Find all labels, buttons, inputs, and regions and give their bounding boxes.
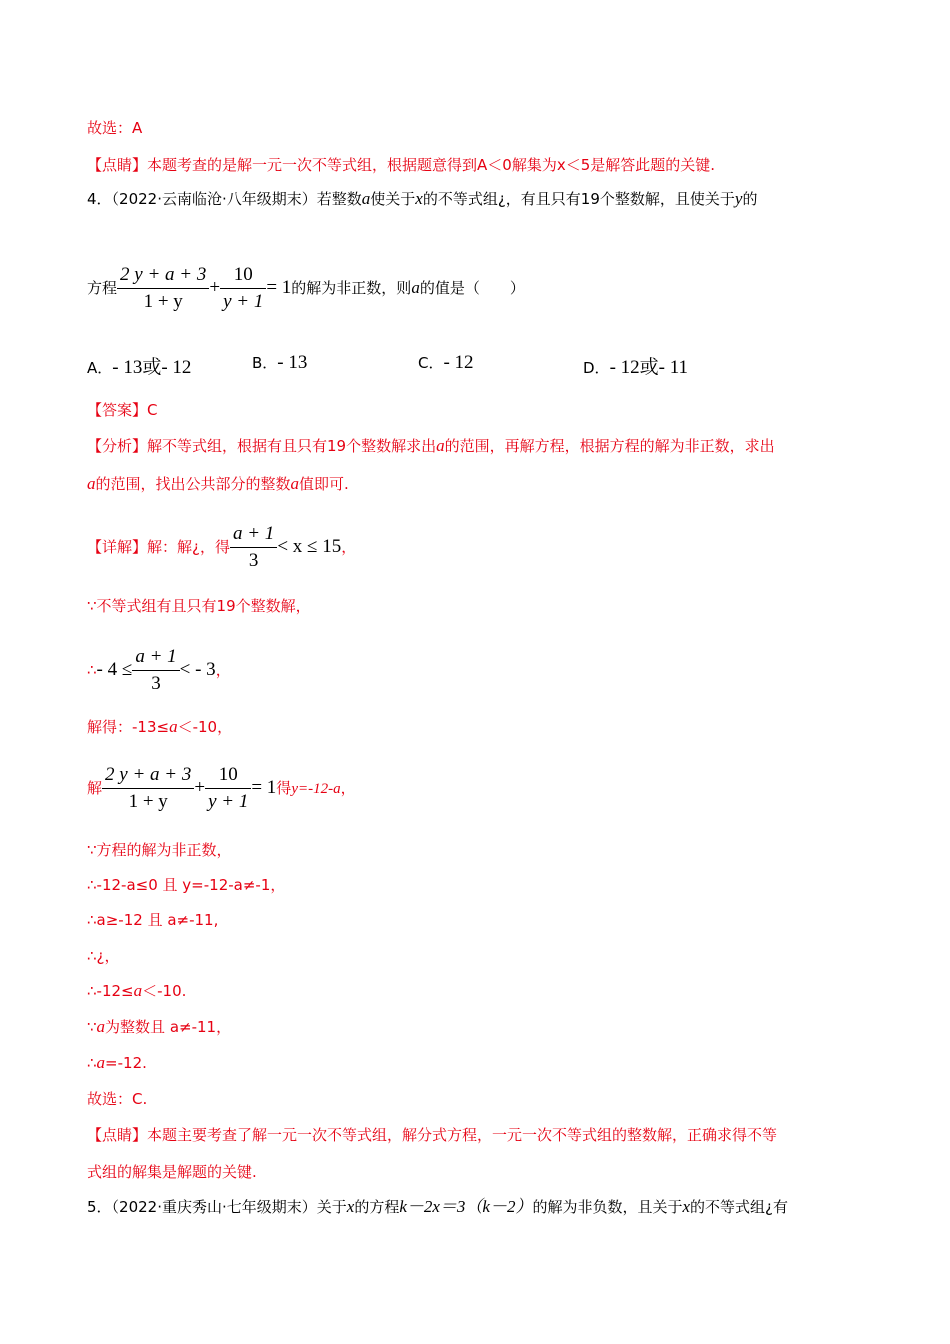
step-11-var-a: a [96,1053,106,1072]
step-10 [87,1017,231,1037]
q5-part-1: 5．（2022·重庆秀山·七年级期末）关于 [87,1198,347,1216]
question-5-stem [87,1197,788,1217]
analysis-tag: 【分析】 [87,437,148,455]
comment-2-tag: 【点睛】 [87,1126,148,1144]
q4-part-1: 4．（2022·云南临沧·八年级期末）若整数 [87,190,362,208]
step-8: ∴¿， [87,947,120,965]
option-d[interactable] [583,352,688,379]
step-3-text-2: ＜-10， [177,718,233,736]
step-4-get: 得 [276,779,292,797]
option-c[interactable] [418,352,474,374]
step-7: ∴a≥-12 且 a≠-11, [87,911,219,929]
option-c-letter: C． [418,354,444,372]
step-4-fraction-2 [205,762,251,815]
analysis-var-a: a [436,436,445,455]
step-4-denominator-2: y + 1 [208,791,249,812]
step-2-comma: ， [215,661,231,679]
equals-one: = 1 [266,277,292,298]
q4-var-x: x [415,189,423,208]
fraction-2-numerator: 10 [220,262,266,289]
step-2-right: < - 3 [179,659,216,680]
prev-comment-line [87,155,715,175]
q5-equation: k－2x＝3（k－2） [399,1197,533,1216]
analysis-line-2 [87,474,349,494]
question-4-equation-line [87,262,525,315]
step-11-text-2: =-12. [105,1054,147,1072]
comment-text: 本题考查的是解一元一次不等式组，根据题意得到A＜0解集为x＜5是解答此题的关键. [147,156,716,174]
step-2-denominator: 3 [151,673,161,694]
step-2 [87,644,231,697]
eq-var-a: a [411,278,420,297]
eq-suffix-2: 的值是（ ） [419,279,525,297]
fraction-2-denominator: y + 1 [223,291,264,312]
comment-tag: 【点睛】 [87,156,148,174]
step-9-text-2: ＜-10. [142,982,187,1000]
option-d-value: - 12或- 11 [609,357,689,378]
detail-fraction [230,521,277,574]
option-c-value: - 12 [443,352,474,373]
option-d-letter: D． [583,359,610,377]
eq-suffix: 的解为非正数，则 [291,279,412,297]
q4-var-y: y [734,189,743,208]
detail-fraction-denominator: 3 [248,550,259,571]
option-b[interactable] [252,352,307,374]
q5-var-x-2: x [682,1197,691,1216]
q5-part-2: 的方程 [354,1198,400,1216]
step-4-numerator-2: 10 [205,762,251,789]
analysis-var-a-3: a [290,474,300,493]
step-1: ∵不等式组有且只有19个整数解， [87,597,311,615]
option-a[interactable] [87,352,191,379]
answer-line: 【答案】C [87,401,158,419]
prev-answer-line: 故选：A [87,119,143,137]
option-a-letter: A． [87,359,113,377]
step-9-text-1: ∴-12≤ [87,982,134,1000]
step-3 [87,717,232,737]
step-3-var-a: a [169,717,178,736]
option-b-letter: B． [252,354,278,372]
question-4-stem [87,189,757,209]
analysis-text-1: 解不等式组，根据有且只有19个整数解求出 [147,437,437,455]
step-4-prefix: 解 [87,779,103,797]
step-2-left: - 4 ≤ [96,659,133,680]
step-4-numerator-1: 2 y + a + 3 [102,762,194,789]
detail-tag: 【详解】 [87,538,148,556]
detail-inequality: < x ≤ 15 [277,536,342,557]
comment-2-line-2: 式组的解集是解题的关键. [87,1163,257,1181]
step-4-solution: y=-12-a [291,781,341,797]
step-6: ∴-12-a≤0 且 y=-12-a≠-1， [87,876,286,894]
fraction-2 [220,262,266,315]
plus-sign: + [209,277,221,298]
detail-text: 解：解¿，得 [147,538,230,556]
step-10-text-2: 为整数且 a≠-11， [105,1018,232,1036]
option-a-value: - 13或- 12 [112,357,192,378]
step-4-denominator-1: 1 + y [128,791,168,812]
detail-line [87,521,356,574]
comment-2-line-1 [87,1125,777,1145]
step-9 [87,981,186,1001]
step-3-text-1: 解得：-13≤ [87,718,170,736]
q5-var-x: x [346,1197,355,1216]
step-5: ∵方程的解为非正数， [87,841,232,859]
step-4-equals: = 1 [251,777,277,798]
detail-comma: ， [341,538,357,556]
q4-part-4: 的 [742,190,758,208]
step-4-comma: ， [340,779,356,797]
q5-part-3: 的解为非负数，且关于 [532,1198,683,1216]
step-10-text-1: ∵ [87,1018,97,1036]
q4-part-2: 使关于 [370,190,416,208]
analysis-text-3: 的范围，找出公共部分的整数 [95,475,291,493]
step-10-var-a: a [96,1017,106,1036]
fraction-1-denominator: 1 + y [143,291,183,312]
step-9-var-a: a [133,981,143,1000]
q5-part-4: 的不等式组¿有 [690,1198,788,1216]
step-4-plus: + [194,777,206,798]
comment-2-text-1: 本题主要考查了解一元一次不等式组，解分式方程，一元一次不等式组的整数解，正确求得不等 [147,1126,778,1144]
eq-prefix: 方程 [87,279,118,297]
analysis-text-4: 值即可. [299,475,349,493]
step-4 [87,762,356,815]
step-2-numerator: a + 1 [132,644,179,671]
step-12: 故选：C. [87,1090,148,1108]
analysis-line-1 [87,436,775,456]
detail-fraction-numerator: a + 1 [230,521,277,548]
fraction-1 [117,262,209,315]
step-2-therefore: ∴ [87,661,97,679]
fraction-1-numerator: 2 y + a + 3 [117,262,209,289]
step-2-fraction [132,644,179,697]
analysis-text-2: 的范围，再解方程，根据方程的解为非正数，求出 [444,437,775,455]
option-b-value: - 13 [277,352,308,373]
q4-var-a: a [361,189,371,208]
step-11 [87,1053,147,1073]
step-4-fraction-1 [102,762,194,815]
q4-part-3: 的不等式组¿，有且只有19个整数解，且使关于 [422,190,735,208]
step-11-text-1: ∴ [87,1054,97,1072]
analysis-var-a-2: a [87,474,96,493]
